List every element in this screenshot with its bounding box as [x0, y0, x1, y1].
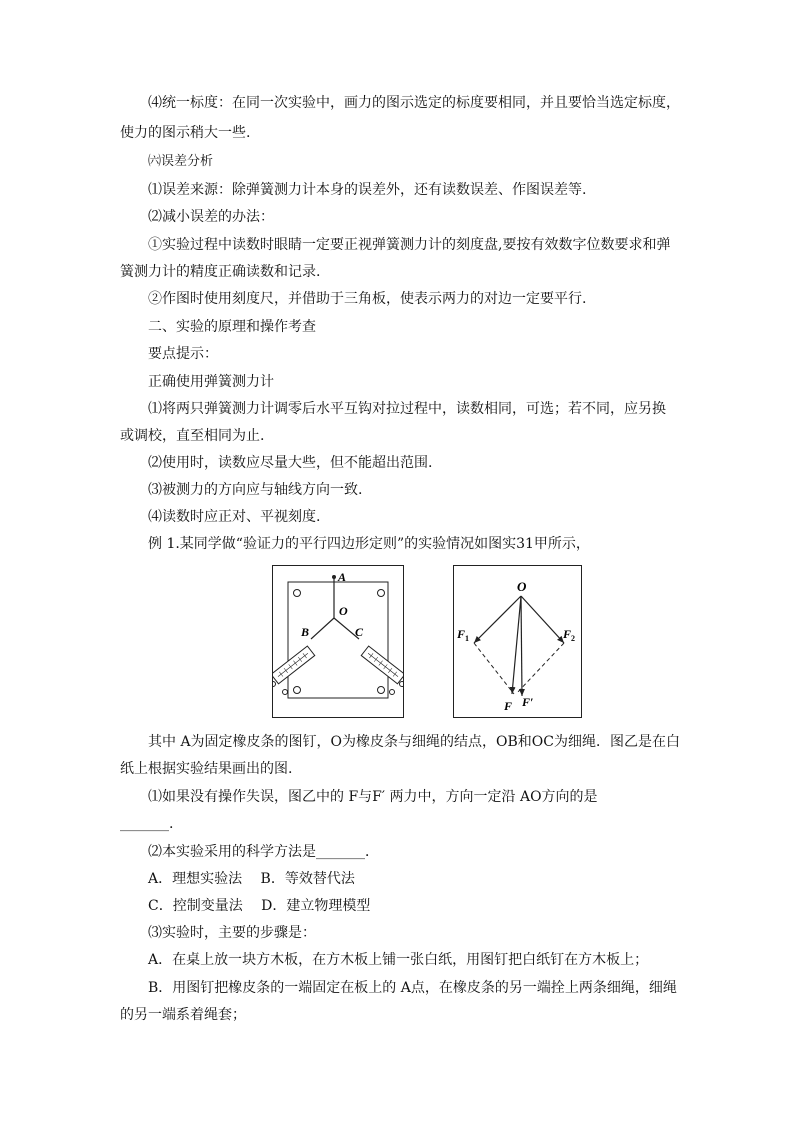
label-f1: F — [457, 627, 466, 641]
hook-ring-right-2 — [400, 682, 404, 687]
figure-b-drawing — [454, 566, 581, 717]
vector-f2 — [521, 596, 564, 643]
label-f2: F — [563, 627, 572, 641]
point3: ⑶被测力的方向应与轴线方向一致. — [148, 482, 363, 498]
label-f2-subscript: 2 — [571, 634, 575, 643]
question2-options-ab: A．理想实验法 B．等效替代法 — [148, 871, 355, 887]
board-outline — [288, 582, 388, 698]
hook-ring-left-2 — [283, 690, 288, 695]
label-f1-subscript: 1 — [465, 634, 469, 643]
part2-subheading: 正确使用弹簧测力计 — [148, 374, 274, 390]
reduce-error-heading: ⑵减小误差的办法： — [148, 209, 274, 225]
figure-a-drawing — [273, 566, 403, 717]
reduce-method1-line1: ①实验过程中读数时眼睛一定要正视弹簧测力计的刻度盘,要按有效数字位数要求和弹 — [148, 237, 671, 253]
dashed-side-left — [474, 643, 514, 694]
uniform-scale-line2: 使力的图示稍大一些. — [120, 125, 251, 141]
question1-answer-blank: _______. — [120, 816, 174, 832]
vector-f — [512, 596, 521, 694]
uniform-scale-line1: ⑷统一标度：在同一次实验中，画力的图示选定的标度要相同，并且要恰当选定标度， — [148, 95, 680, 111]
part2-heading: 二、实验的原理和操作考查 — [148, 319, 316, 335]
example-desc-line2: 纸上根据实验结果画出的图. — [120, 761, 293, 777]
point2: ⑵使用时，读数应尽量大些，但不能超出范围. — [148, 455, 433, 471]
question1-line1: ⑴如果没有操作失误，图乙中的 F与F′ 两力中，方向一定沿 AO方向的是 — [148, 789, 598, 805]
thumbtack-top-left — [294, 590, 301, 597]
reduce-method1-line2: 簧测力计的精度正确读数和记录. — [120, 264, 321, 280]
thumbtack-bottom-left — [294, 687, 301, 694]
label-f: F — [504, 699, 513, 713]
label-o: O — [517, 579, 527, 594]
error-analysis-heading: ㈥误差分析 — [148, 154, 214, 169]
step-b-line1: B．用图钉把橡皮条的一端固定在板上的 A点，在橡皮条的另一端拴上两条细绳，细绳 — [148, 980, 677, 996]
label-c: C — [355, 625, 364, 639]
question3: ⑶实验时，主要的步骤是： — [148, 925, 316, 941]
error-source: ⑴误差来源：除弹簧测力计本身的误差外，还有读数误差、作图误差等. — [148, 182, 587, 198]
point4: ⑷读数时应正对、平视刻度. — [148, 509, 321, 525]
question2: ⑵本实验采用的科学方法是_______． — [148, 844, 379, 860]
vector-f-prime — [521, 596, 522, 696]
spring-scale-left — [273, 646, 315, 684]
label-b: B — [301, 625, 310, 639]
pin-a — [332, 575, 336, 579]
thumbtack-top-right — [378, 590, 385, 597]
label-a: A — [338, 570, 347, 584]
dashed-side-right — [516, 643, 564, 694]
step-b-line2: 的另一端系着绳套； — [120, 1007, 246, 1023]
example-intro: 例 1.某同学做“验证力的平行四边形定则”的实验情况如图实31甲所示， — [148, 536, 590, 552]
label-f-prime: F′ — [522, 695, 534, 709]
hook-ring-left — [273, 682, 276, 687]
question2-options-cd: C．控制变量法 D．建立物理模型 — [148, 898, 371, 914]
step-a: A．在桌上放一块方木板，在方木板上铺一张白纸，用图钉把白纸钉在方木板上； — [148, 952, 649, 968]
spring-scale-right — [361, 646, 403, 684]
figure-a-experiment-setup — [272, 565, 404, 718]
key-points-label: 要点提示： — [148, 346, 218, 362]
point1-line1: ⑴将两只弹簧测力计调零后水平互钩对拉过程中，读数相同，可选；若不同，应另换 — [148, 401, 666, 417]
label-o: O — [339, 604, 348, 618]
example-desc-line1: 其中 A为固定橡皮条的图钉，O为橡皮条与细绳的结点，OB和OC为细绳．图乙是在白 — [148, 734, 680, 750]
vector-f1 — [474, 596, 521, 643]
figure-b-force-diagram — [453, 565, 582, 718]
thumbtack-bottom-right — [378, 687, 385, 694]
point1-line2: 或调校，直至相同为止. — [120, 428, 265, 444]
hook-ring-right — [390, 690, 395, 695]
reduce-method2: ②作图时使用刻度尺，并借助于三角板，使表示两力的对边一定要平行. — [148, 291, 587, 307]
string-ob — [311, 618, 334, 639]
